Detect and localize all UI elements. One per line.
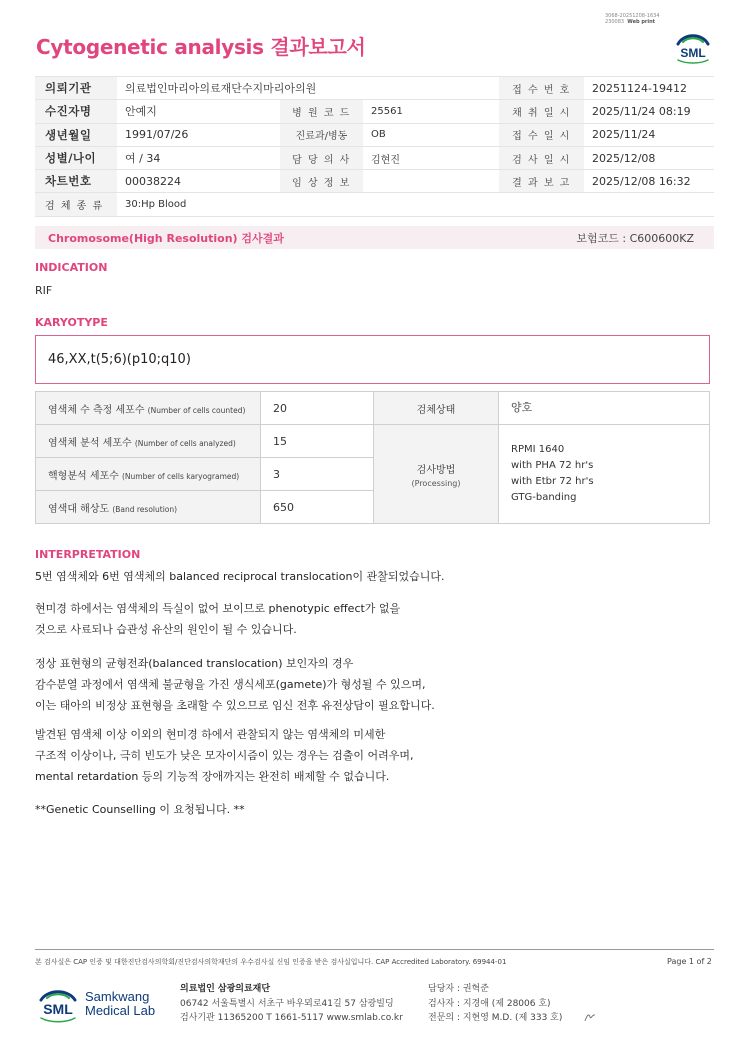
info-label: 의뢰기관 [35,77,117,100]
info-label: 임 상 정 보 [280,170,363,193]
insurance-code: 보험코드 : C600600KZ [576,231,694,245]
info-label: 진료과/병동 [280,123,363,146]
cells-analyzed-value: 15 [261,425,374,458]
info-label: 생년월일 [35,123,117,146]
info-value [363,170,499,193]
karyotype-value: 46,XX,t(5;6)(p10;q10) [48,352,191,367]
info-value: 김현진 [363,146,499,169]
info-row [35,193,714,216]
info-row [35,146,714,169]
patient-info-table [35,76,714,217]
interpretation-heading: INTERPRETATION [35,548,141,561]
karyotype-box [35,335,710,384]
interpretation-paragraph-1: 5번 염색체와 6번 염색체의 balanced reciprocal translocation이 관찰되었습니다. [35,570,445,583]
info-row [35,170,714,193]
interpretation-paragraph-3: 정상 표현형의 균형전좌(balanced translocation) 보인자의 경우 감수분열 과정에서 염색체 불균형을 가진 생식세포(gamete)가 형성될 수 있으며, 이는 태아의 비정상 표현형을 초래할 수 있으므로 임신 전후 유전상담이 필요합니다. [35,657,435,712]
report-title: Cytogenetic analysis 결과보고서 [36,35,366,59]
info-value: 안예지 [117,100,280,123]
info-value: 25561 [363,100,499,123]
cells-analyzed-label: 염색체 분석 세포수 (Number of cells analyzed) [36,425,261,458]
info-label: 담 당 의 사 [280,146,363,169]
info-value: 20251124-19412 [584,77,714,100]
accreditation-note: 본 검사실은 CAP 인증 및 대한진단검사의학회/진단검사의학재단의 우수검사실 신임 인증을 받은 검사실입니다. CAP Accredited Laboratory. 69944-01 [35,958,507,966]
info-value: 2025/11/24 [584,123,714,146]
info-label: 접 수 번 호 [499,77,584,100]
document-code: 3068-20251208-1634 230083 Web print [605,13,660,25]
info-value: 00038224 [117,170,280,193]
interpretation-paragraph-5: **Genetic Counselling 이 요청됩니다. ** [35,803,245,816]
info-label: 수진자명 [35,100,117,123]
indication-value: RIF [35,284,53,297]
info-value: 여 / 34 [117,146,280,169]
info-value: 의료법인마리아의료재단수지마리아의원 [117,77,499,100]
info-label: 검 사 일 시 [499,146,584,169]
info-label: 병 원 코 드 [280,100,363,123]
band-resolution-value: 650 [261,491,374,524]
karyotype-heading: KARYOTYPE [35,316,108,329]
specimen-status-label: 검체상태 [374,392,499,425]
info-label: 성별/나이 [35,146,117,169]
method-label: 검사방법 (Processing) [374,425,499,524]
info-row [35,123,714,146]
svg-text:SML: SML [43,1001,73,1017]
table-row [36,392,710,425]
samkwang-logo: SML Samkwang Medical Lab [37,983,157,1025]
method-value: RPMI 1640 with PHA 72 hr's with Etbr 72 hr's GTG-banding [499,425,710,524]
footer-divider [35,949,714,950]
info-label: 검 체 종 류 [35,193,117,216]
info-value: 1991/07/26 [117,123,280,146]
cell-count-table [35,391,710,524]
section-title: Chromosome(High Resolution) 검사결과 [48,231,284,245]
info-value: 2025/11/24 08:19 [584,100,714,123]
sml-logo-icon [674,27,712,65]
info-label: 접 수 일 시 [499,123,584,146]
interpretation-paragraph-4: 발견된 염색체 이상 이외의 현미경 하에서 관찰되지 않는 염색체의 미세한 구조적 이상이나, 극히 빈도가 낮은 모자이시즘이 있는 경우는 검출이 어려우며, mental retardation 등의 기능적 장애까지는 완전히 배제할 수 없습니다. [35,728,414,783]
info-label: 차트번호 [35,170,117,193]
indication-heading: INDICATION [35,261,108,274]
info-row [35,100,714,123]
sml-logo-icon [37,983,79,1025]
info-label: 채 취 일 시 [499,100,584,123]
info-value: 2025/12/08 16:32 [584,170,714,193]
specimen-status-value: 양호 [499,392,710,425]
cells-counted-label: 염색체 수 측정 세포수 (Number of cells counted) [36,392,261,425]
info-value: 30:Hp Blood [117,193,714,216]
info-value: OB [363,123,499,146]
cells-karyogramed-label: 핵형분석 세포수 (Number of cells karyogramed) [36,458,261,491]
result-section-bar [35,226,714,249]
info-label: 결 과 보 고 [499,170,584,193]
interpretation-paragraph-2: 현미경 하에서는 염색체의 득실이 없어 보이므로 phenotypic effect가 없을 것으로 사료되나 습관성 유산의 원인이 될 수 있습니다. [35,602,401,636]
svg-text:SML: SML [680,46,706,60]
info-row [35,77,714,100]
page-number: Page 1 of 2 [667,957,712,966]
signature-icon [583,1011,597,1023]
cells-karyogramed-value: 3 [261,458,374,491]
organization-info: 의료법인 삼광의료재단 06742 서울특별시 서초구 바우뫼로41길 57 삼광빌딩 검사기관 11365200 T 1661-5117 www.smlab.co.kr [180,984,403,1023]
cells-counted-value: 20 [261,392,374,425]
band-resolution-label: 염색대 해상도 (Band resolution) [36,491,261,524]
info-value: 2025/12/08 [584,146,714,169]
table-row [36,425,710,458]
staff-info: 담당자 : 권혁준 검사자 : 지경애 (제 28006 호) 전문의 : 지현영 M.D. (제 333 호) [428,984,563,1023]
